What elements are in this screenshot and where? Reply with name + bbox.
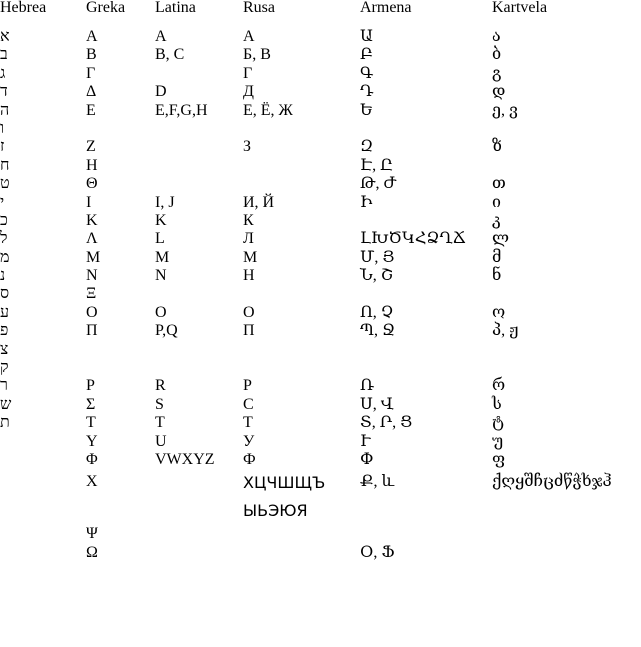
table-row (0, 46, 641, 64)
cell-rusa: Б, В (243, 46, 271, 64)
cell-armena (360, 525, 492, 543)
cell-latina (155, 65, 243, 83)
header-row (0, 0, 641, 28)
cell-greka: Χ (86, 473, 98, 491)
cell-latina (155, 359, 243, 377)
cell-latina: D (155, 83, 167, 101)
table-row (0, 285, 641, 303)
cell-armena: Ն, Շ (360, 267, 393, 285)
cell-kartvela: ნ (492, 267, 502, 285)
table-row (0, 267, 641, 285)
cell-hebrea (0, 469, 86, 525)
cell-hebrea: ז (0, 138, 5, 156)
cell-armena: Փ (360, 450, 374, 468)
cell-kartvela: ლ (492, 230, 510, 248)
cell-greka: Μ (86, 248, 101, 266)
cell-latina: M (155, 248, 170, 266)
cell-greka: Ο (86, 303, 98, 321)
cell-greka: Φ (86, 450, 98, 468)
cell-greka: Δ (86, 83, 97, 101)
table-row (0, 157, 641, 175)
cell-kartvela: მ (492, 248, 502, 266)
cell-latina: B, C (155, 46, 185, 64)
cell-hebrea (0, 433, 86, 451)
cell-latina: E,F,G,H (155, 101, 208, 119)
cell-armena: Մ, Յ (360, 248, 395, 266)
cell-hebrea: ל (0, 230, 8, 248)
cell-kartvela: ზ (492, 138, 502, 156)
table-row (0, 194, 641, 212)
cell-latina: R (155, 377, 166, 395)
cell-armena: Բ (360, 46, 373, 64)
cell-armena: Ք, և (360, 473, 395, 491)
cell-rusa (243, 359, 360, 377)
cell-hebrea: ו (0, 119, 5, 137)
table-row (0, 304, 641, 322)
cell-rusa (243, 525, 360, 543)
cell-armena: Զ (360, 138, 374, 156)
cell-greka: Τ (86, 414, 96, 432)
cell-kartvela: ფ (492, 450, 506, 468)
table-row (0, 359, 641, 377)
cell-kartvela: ქღყშჩცძწჭხჯჰ (492, 473, 612, 491)
cell-latina (155, 157, 243, 175)
cell-armena: Ւ (360, 432, 371, 450)
cell-latina: T (155, 414, 165, 432)
cell-latina (155, 544, 243, 562)
cell-latina: P,Q (155, 322, 178, 340)
table-row (0, 230, 641, 248)
cell-greka: Ω (86, 543, 98, 561)
cell-hebrea: ק (0, 359, 9, 377)
cell-kartvela: ა (492, 28, 501, 45)
cell-rusa: Г (243, 64, 253, 82)
cell-rusa: З (243, 138, 252, 156)
cell-armena (360, 285, 492, 303)
cell-latina (155, 469, 243, 525)
cell-hebrea: ס (0, 285, 10, 303)
cell-rusa: И, Й (243, 193, 275, 211)
cell-armena: Է, Ը (360, 156, 394, 174)
table-row (0, 102, 641, 120)
cell-kartvela: გ (492, 64, 502, 82)
cell-hebrea: פ (0, 322, 9, 340)
cell-rusa: ХЦЧШЩЪ ЫЬЭЮЯ (243, 473, 326, 521)
cell-armena: Ս, Վ (360, 395, 394, 413)
table-row (0, 65, 641, 83)
column-header-armena: Armena (360, 0, 412, 16)
cell-latina (155, 525, 243, 543)
cell-latina (155, 138, 243, 156)
cell-kartvela: რ (492, 377, 506, 395)
cell-armena: Ա (360, 28, 373, 45)
cell-latina: I, J (155, 193, 175, 211)
table-row (0, 322, 641, 340)
cell-greka: Ν (86, 267, 98, 285)
table-row (0, 469, 641, 525)
cell-rusa: К (243, 211, 254, 229)
table-body (0, 28, 641, 562)
cell-kartvela: პ, ჟ (492, 322, 519, 340)
cell-latina: L (155, 230, 165, 248)
cell-hebrea: ש (0, 395, 12, 413)
cell-latina: VWXYZ (155, 450, 215, 468)
cell-hebrea: ב (0, 46, 8, 64)
cell-armena: Ի (360, 193, 373, 211)
table-row (0, 377, 641, 395)
cell-kartvela: უ (492, 432, 504, 450)
cell-greka: Η (86, 156, 98, 174)
cell-armena: Օ, Ֆ (360, 543, 395, 561)
cell-hebrea: ר (0, 377, 8, 395)
cell-latina (155, 175, 243, 193)
cell-hebrea: י (0, 193, 5, 211)
cell-rusa (243, 341, 360, 359)
cell-kartvela: ტ (492, 414, 504, 432)
table-row (0, 175, 641, 193)
table-row (0, 212, 641, 230)
table-row (0, 396, 641, 414)
cell-armena (360, 341, 492, 359)
cell-rusa: С (243, 395, 254, 413)
cell-latina: U (155, 432, 167, 450)
table-row (0, 138, 641, 156)
cell-armena: Թ, Ժ (360, 175, 397, 193)
cell-greka (86, 341, 155, 359)
table-row (0, 414, 641, 432)
cell-rusa: П (243, 322, 255, 340)
cell-latina (155, 120, 243, 138)
cell-kartvela: ი (492, 193, 501, 211)
cell-latina: S (155, 395, 164, 413)
table-row (0, 451, 641, 469)
column-header-latina: Latina (155, 0, 196, 16)
cell-armena: Ո, Չ (360, 303, 394, 321)
cell-hebrea: מ (0, 248, 10, 266)
cell-greka (86, 359, 155, 377)
cell-greka: Ι (86, 193, 92, 211)
column-header-hebrea: Hebrea (0, 0, 47, 16)
cell-kartvela: ბ (492, 46, 502, 64)
cell-greka: Ρ (86, 377, 95, 395)
cell-hebrea: ת (0, 414, 10, 432)
cell-rusa: Р (243, 377, 252, 395)
cell-rusa: Е, Ё, Ж (243, 101, 293, 119)
cell-greka (86, 120, 155, 138)
cell-greka: Κ (86, 211, 98, 229)
cell-rusa: М (243, 248, 258, 266)
cell-greka: Υ (86, 432, 98, 450)
table-row (0, 249, 641, 267)
cell-kartvela: კ (492, 211, 501, 229)
cell-greka: Ε (86, 101, 96, 119)
cell-armena: Տ, Ր, Ց (360, 414, 413, 432)
table-row (0, 525, 641, 543)
cell-latina (155, 285, 243, 303)
cell-latina: K (155, 211, 167, 229)
column-header-kartvela: Kartvela (492, 0, 548, 16)
cell-kartvela (492, 120, 641, 138)
cell-armena (360, 212, 492, 230)
cell-greka: Γ (86, 64, 96, 82)
cell-hebrea: ע (0, 303, 10, 321)
cell-hebrea: ט (0, 175, 10, 193)
cell-kartvela: თ (492, 175, 506, 193)
cell-rusa (243, 544, 360, 562)
cell-kartvela: დ (492, 83, 506, 101)
cell-latina (155, 341, 243, 359)
cell-kartvela (492, 359, 641, 377)
cell-armena: Պ, Ջ (360, 322, 396, 340)
cell-hebrea (0, 544, 86, 562)
cell-greka: Ψ (86, 525, 98, 543)
cell-greka: Λ (86, 230, 98, 248)
cell-greka: Β (86, 46, 97, 64)
cell-hebrea: ה (0, 101, 10, 119)
cell-greka: Α (86, 28, 98, 45)
cell-rusa: О (243, 303, 255, 321)
cell-rusa: А (243, 28, 255, 45)
cell-armena (360, 120, 492, 138)
cell-rusa: Н (243, 267, 255, 285)
column-header-greka: Greka (86, 0, 126, 16)
cell-hebrea: נ (0, 267, 6, 285)
cell-kartvela (492, 341, 641, 359)
cell-greka: Π (86, 322, 98, 340)
table-row (0, 341, 641, 359)
cell-hebrea: ד (0, 83, 8, 101)
table-row (0, 83, 641, 101)
cell-greka: Ξ (86, 285, 97, 303)
table-row (0, 433, 641, 451)
table-row (0, 120, 641, 138)
table-row (0, 28, 641, 46)
cell-rusa (243, 285, 360, 303)
cell-rusa (243, 175, 360, 193)
cell-armena: Ռ (360, 377, 375, 395)
cell-kartvela (492, 157, 641, 175)
cell-rusa: Л (243, 230, 254, 248)
cell-hebrea: צ (0, 340, 9, 358)
cell-kartvela (492, 285, 641, 303)
cell-hebrea (0, 451, 86, 469)
cell-armena: Դ (360, 83, 374, 101)
cell-kartvela (492, 544, 641, 562)
cell-kartvela: ო (492, 303, 506, 321)
cell-rusa: Ф (243, 450, 256, 468)
cell-hebrea (0, 525, 86, 543)
cell-rusa (243, 120, 360, 138)
cell-rusa: У (243, 432, 255, 450)
cell-rusa: Д (243, 83, 254, 101)
table-row (0, 544, 641, 562)
cell-armena (360, 359, 492, 377)
cell-hebrea: א (0, 28, 10, 45)
cell-kartvela: ე, ვ (492, 101, 518, 119)
cell-rusa: Т (243, 414, 253, 432)
cell-greka: Σ (86, 395, 96, 413)
column-header-rusa: Rusa (243, 0, 275, 16)
cell-hebrea: ג (0, 64, 6, 82)
cell-armena: ԼԽԾԿՀՁՂՃ (360, 230, 467, 248)
cell-kartvela: ს (492, 395, 502, 413)
cell-latina: N (155, 267, 167, 285)
cell-greka: Θ (86, 175, 98, 193)
cell-armena: Գ (360, 64, 374, 82)
cell-kartvela (492, 525, 641, 543)
cell-latina: O (155, 303, 167, 321)
cell-armena: Ե (360, 101, 373, 119)
cell-hebrea: ח (0, 156, 10, 174)
cell-latina: A (155, 28, 167, 45)
cell-rusa (243, 157, 360, 175)
cell-greka: Ζ (86, 138, 96, 156)
cell-hebrea: כ (0, 211, 8, 229)
